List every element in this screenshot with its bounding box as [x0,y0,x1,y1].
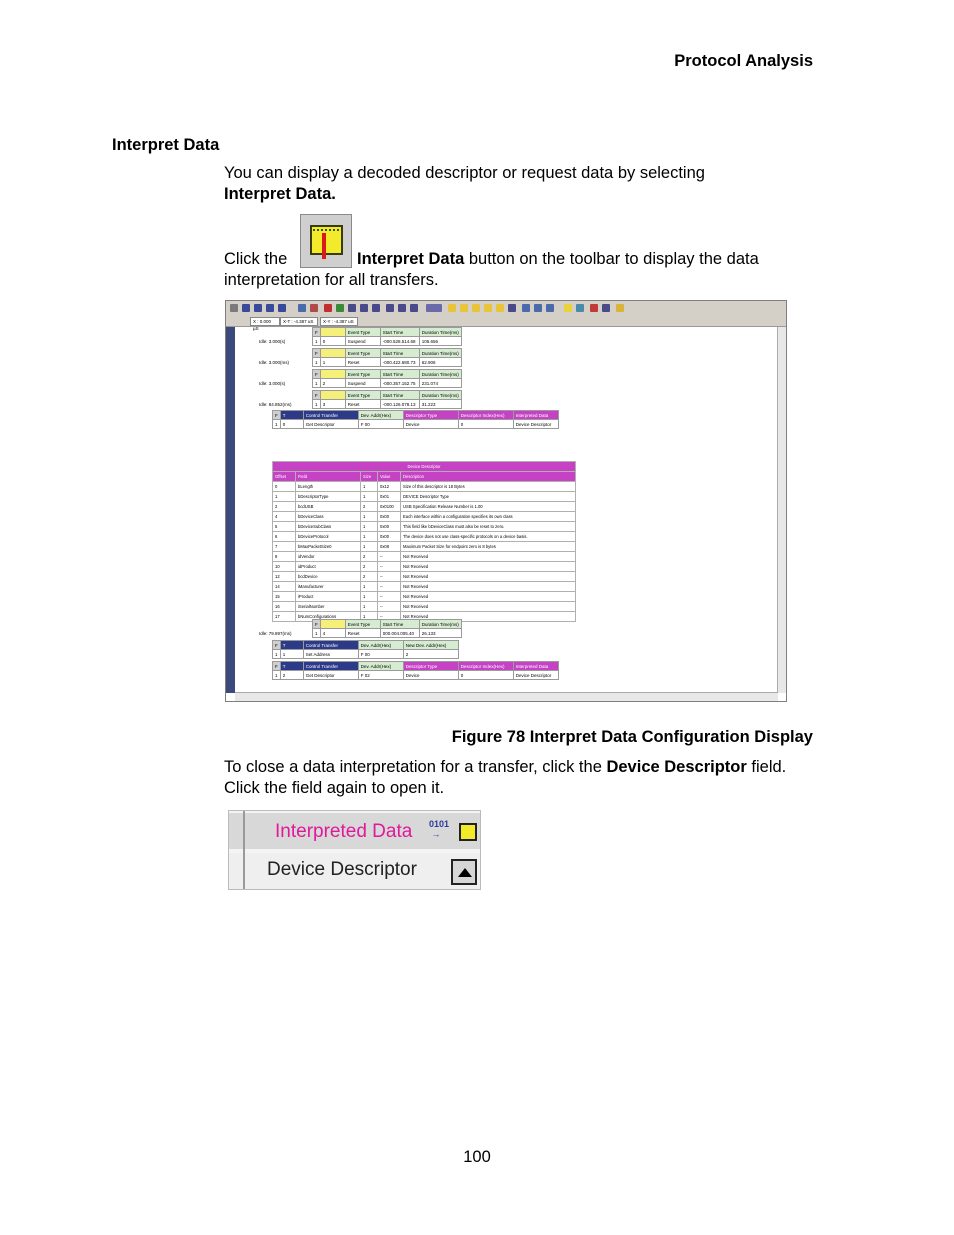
toolbar-button-icon [472,304,480,312]
toolbar-button-icon [266,304,274,312]
figure-caption: Figure 78 Interpret Data Configuration Display [451,728,813,746]
click-pre: Click the [224,250,288,268]
pkt-seq: 1 [320,358,345,367]
table-cell: 4 [273,512,296,522]
toolbar [226,301,786,317]
table-cell: 2 [361,502,378,512]
table-cell: -- [378,612,401,622]
table-cell: 1 [361,532,378,542]
close-line2: Click the field again to open it. [224,779,445,797]
table-cell: 1 [361,592,378,602]
pkt-f: 1 [313,379,321,388]
table-cell: 6 [273,532,296,542]
set-address-transfer [272,640,459,659]
table-row [273,502,576,512]
table-cell: Not Received [401,562,576,572]
table-cell: bcdDevice [296,572,361,582]
pkt-start: -000.528.514.68 [380,337,419,346]
toolbar-button-icon [242,304,250,312]
ctrl-addr [358,420,403,429]
transfer-icon-cell: T [280,662,303,671]
ctrl-p: F [360,421,364,427]
table-cell: 1 [361,612,378,622]
table-row [273,542,576,552]
interpret-data-icon [459,823,477,841]
col-interp: Interpreted Data [513,662,558,671]
col-desc-type: Descriptor Type [403,411,458,420]
pkt-dur: 62.906 [419,358,461,367]
control-transfer-title: Control Transfer [303,662,358,671]
ctrl-index: 0 [458,420,513,429]
gd-p: F [360,672,364,678]
toolbar-button-icon [460,304,468,312]
pkt-type: Suspend [345,337,380,346]
table-cell: 1 [273,492,296,502]
table-row [273,512,576,522]
gd-seq: 2 [280,671,303,680]
xy-readout: X-Y : -4.387 uS [320,317,358,326]
table-cell: bMaxPacketSize0 [296,542,361,552]
table-cell: iProduct [296,592,361,602]
sa-f: 1 [273,650,281,659]
toolbar-button-icon [336,304,344,312]
pkt-start: -000.357.152.75 [380,379,419,388]
table-cell: -- [378,582,401,592]
ctrl-type: Device [403,420,458,429]
col-start: Start Time [380,349,419,358]
device-descriptor-field[interactable]: Device Descriptor [513,671,558,680]
table-cell: bDescriptorType [296,492,361,502]
table-cell: 1 [361,482,378,492]
ctrl-seq: 0 [280,420,303,429]
collapse-arrow-button[interactable] [451,859,477,885]
device-descriptor-field[interactable]: Device Descriptor [513,420,558,429]
col-dev-addr: Dev. Addr(Hex) [358,662,403,671]
descriptor-col-header: Offset [273,472,296,482]
pkt-dur: 26.133 [419,629,461,638]
table-cell: 12 [273,572,296,582]
click-paragraph-line1 [224,249,287,270]
click-bold: Interpret Data [357,250,465,268]
click-paragraph-rest [357,249,759,270]
table-cell: 2 [361,572,378,582]
table-row [273,572,576,582]
toolbar-button-icon [496,304,504,312]
table-row [273,522,576,532]
table-cell: 0x08 [378,542,401,552]
toolbar-button-icon [348,304,356,312]
descriptor-col-header: Description [401,472,576,482]
pkt-f: 1 [313,400,321,409]
pkt-dur: 105.656 [419,337,461,346]
table-cell: bLength [296,482,361,492]
table-row [273,532,576,542]
table-cell: 5 [273,522,296,532]
col-dur: Duration Time(ms) [419,328,461,337]
click-paragraph-line2: interpretation for all transfers. [224,271,439,289]
sa-addr-val: 00 [364,651,370,657]
toolbar-button-icon [484,304,492,312]
event-icon-cell [320,349,345,358]
table-cell: idVendor [296,552,361,562]
x-cursor-readout: X : 0.000 µS [250,317,280,326]
table-cell: -- [378,572,401,582]
control-transfer-title: Control Transfer [303,641,358,650]
pkt-start: 000.004.005.40 [380,629,419,638]
table-cell: Size of this descriptor is 18 Bytes [401,482,576,492]
toolbar-button-icon [360,304,368,312]
gd-addr-val: 02 [364,672,370,678]
col-f: F [313,328,321,337]
toolbar-button-icon [254,304,262,312]
table-cell: idProduct [296,562,361,572]
col-event: Event Type [345,370,380,379]
ctrl-request: Get Descriptor [303,420,358,429]
col-interp: Interpreted Data [513,411,558,420]
transfer-icon-cell: T [280,641,303,650]
col-start: Start Time [380,391,419,400]
col-event: Event Type [345,349,380,358]
table-cell: Not Received [401,572,576,582]
device-descriptor-label[interactable]: Device Descriptor [267,859,417,880]
table-cell: 1 [361,542,378,552]
table-cell: 7 [273,542,296,552]
device-descriptor-table [272,461,576,622]
table-cell: 0x00 [378,522,401,532]
xt-readout: X-T : -4.387 uS [280,317,318,326]
toolbar-button-icon [398,304,406,312]
gd-addr [358,671,403,680]
event-icon-cell [320,391,345,400]
cursor-bar [226,316,786,331]
pkt-start: -000.126.078.13 [380,400,419,409]
pkt-seq: 2 [320,379,345,388]
intro-paragraph [224,163,705,205]
table-cell: Not Received [401,612,576,622]
table-cell: 14 [273,582,296,592]
event-icon-cell [320,370,345,379]
packet-row [312,327,462,346]
gd-request: Get Descriptor [303,671,358,680]
toolbar-button-icon [616,304,624,312]
toolbar-button-icon [410,304,418,312]
packet-after [312,619,462,638]
col-f: F [273,411,281,420]
table-cell: -- [378,592,401,602]
table-cell: 15 [273,592,296,602]
idle-label: Idle: 79.897(ms) [259,631,292,636]
table-cell: The device does not use class-specific protocols on a device basis. [401,532,576,542]
descriptor-title: Device Descriptor [273,462,576,472]
table-cell: 0x01 [378,492,401,502]
pkt-seq: 0 [320,337,345,346]
toolbar-button-icon [508,304,516,312]
table-cell: -- [378,562,401,572]
table-cell: -- [378,552,401,562]
interpreted-data-label: Interpreted Data [275,821,413,842]
toolbar-button-icon [324,304,332,312]
idle-label: Idle: 3.000(s) [259,381,286,386]
col-event: Event Type [345,328,380,337]
intro-bold: Interpret Data. [224,185,336,203]
pkt-seq: 3 [320,400,345,409]
table-cell: Not Received [401,582,576,592]
table-cell: 0x00 [378,532,401,542]
col-start: Start Time [380,328,419,337]
toolbar-button-icon [546,304,554,312]
packet-row [312,369,462,388]
project-settings-sidebar [226,327,235,693]
table-cell: Maximum Packet Size for endpoint zero is 8 bytes [401,542,576,552]
pkt-f: 1 [313,337,321,346]
click-post: button on the toolbar to display the data [468,250,759,268]
pkt-type: Reset [345,400,380,409]
table-cell: 0x12 [378,482,401,492]
binary-label: 0101 [429,819,450,829]
toolbar-button-icon [278,304,286,312]
table-cell: 2 [361,562,378,572]
gd-index: 0 [458,671,513,680]
interpret-data-icon-arrow [322,233,326,259]
table-cell: bDeviceProtocol [296,532,361,542]
col-dur: Duration Time(ms) [419,620,461,629]
get-descriptor-transfer-2 [272,661,559,680]
table-cell: iSerialNumber [296,602,361,612]
sa-p: F [360,651,364,657]
table-cell: 1 [361,602,378,612]
toolbar-button-icon [426,304,442,312]
vertical-scrollbar[interactable] [777,327,786,693]
pkt-type: Suspend [345,379,380,388]
pkt-start: -000.422.680.73 [380,358,419,367]
col-desc-index: Descriptor Index(Hex) [458,662,513,671]
table-cell: Not Received [401,552,576,562]
ctrl-addr-val: 00 [364,421,370,427]
interpret-data-icon-wave [313,229,339,235]
col-start: Start Time [380,370,419,379]
table-cell: Not Received [401,592,576,602]
table-cell: 0 [273,482,296,492]
close-pre: To close a data interpretation for a transfer, click the [224,758,602,776]
table-cell: 2 [273,502,296,512]
table-cell: 10 [273,562,296,572]
table-cell: 0x00 [378,512,401,522]
table-row [273,592,576,602]
toolbar-button-icon [298,304,306,312]
pkt-dur: 31.223 [419,400,461,409]
horizontal-scrollbar[interactable] [235,692,778,701]
zoom-separator [243,811,245,890]
pkt-f: 1 [313,358,321,367]
idle-label: Idle: 3.000(s) [259,339,286,344]
control-transfer-title: Control Transfer [303,411,358,420]
table-cell: Not Received [401,602,576,612]
descriptor-col-header: Field [296,472,361,482]
zoomed-interpreted-data-header [228,810,481,890]
event-icon-cell [320,328,345,337]
control-transfer-header [272,410,559,429]
gd-type: Device [403,671,458,680]
col-dur: Duration Time(ms) [419,391,461,400]
table-row [273,552,576,562]
toolbar-button-icon [448,304,456,312]
table-cell: bDeviceSubClass [296,522,361,532]
toolbar-button-icon [522,304,530,312]
table-cell: Each interface within a configuration specifies its own class [401,512,576,522]
col-new-addr: New Dev. Addr(Hex) [403,641,458,650]
table-cell: DEVICE Descriptor Type [401,492,576,502]
toolbar-button-icon [534,304,542,312]
event-icon-cell [320,620,345,629]
table-cell: 1 [361,492,378,502]
pkt-seq: 4 [320,629,345,638]
table-cell: bDeviceClass [296,512,361,522]
close-paragraph [224,757,786,799]
col-f: F [313,391,321,400]
gd-f: 1 [273,671,281,680]
sa-new: 2 [403,650,458,659]
table-row [273,582,576,592]
table-cell: bcdUSB [296,502,361,512]
ctrl-f: 1 [273,420,281,429]
idle-label: Idle: 84.852(ms) [259,402,292,407]
toolbar-button-icon [230,304,238,312]
sa-seq: 1 [280,650,303,659]
col-event: Event Type [345,391,380,400]
toolbar-button-icon [590,304,598,312]
table-cell: USB Specification Release Number is 1.00 [401,502,576,512]
transfer-icon-cell: T [280,411,303,420]
toolbar-button-icon [310,304,318,312]
col-f: F [273,641,281,650]
col-event: Event Type [345,620,380,629]
section-title: Interpret Data [112,136,220,154]
page-number: 100 [463,1148,491,1166]
table-cell: 1 [361,512,378,522]
toolbar-button-icon [564,304,572,312]
intro-text: You can display a decoded descriptor or request data by selecting [224,164,705,182]
table-cell: 0x0100 [378,502,401,512]
interpret-data-toolbar-icon [300,214,352,268]
pkt-f: 1 [313,629,321,638]
table-cell: 17 [273,612,296,622]
col-start: Start Time [380,620,419,629]
toolbar-button-icon [386,304,394,312]
col-f: F [313,349,321,358]
table-cell: 1 [361,522,378,532]
packet-row [312,348,462,367]
table-row [273,602,576,612]
idle-label: Idle: 3.000(ms) [259,360,290,365]
col-dur: Duration Time(ms) [419,349,461,358]
col-dur: Duration Time(ms) [419,370,461,379]
table-row [273,482,576,492]
table-row [273,492,576,502]
table-cell: This field like bDeviceClass must also be reset to zero. [401,522,576,532]
toolbar-button-icon [576,304,584,312]
col-f: F [313,620,321,629]
close-bold: Device Descriptor [606,758,747,776]
interpret-data-screenshot [225,300,787,702]
col-dev-addr: Dev. Addr(Hex) [358,641,403,650]
running-header: Protocol Analysis [674,52,813,70]
descriptor-col-header: Value [378,472,401,482]
pkt-type: Reset [345,629,380,638]
toolbar-button-icon [372,304,380,312]
table-cell: 8 [273,552,296,562]
table-cell: iManufacturer [296,582,361,592]
binary-arrow-icon: 0101 → [429,819,450,839]
table-cell: -- [378,602,401,612]
table-cell: bNumConfigurations [296,612,361,622]
descriptor-col-header: Size [361,472,378,482]
close-post: field. [751,758,787,776]
table-cell: 1 [361,582,378,592]
sa-request: Set Address [303,650,358,659]
col-desc-index: Descriptor Index(Hex) [458,411,513,420]
sa-addr [358,650,403,659]
col-f: F [313,370,321,379]
table-cell: 16 [273,602,296,612]
toolbar-button-icon [602,304,610,312]
col-desc-type: Descriptor Type [403,662,458,671]
pkt-type: Reset [345,358,380,367]
pkt-dur: 231.074 [419,379,461,388]
table-cell: 2 [361,552,378,562]
col-f: F [273,662,281,671]
packet-row [312,390,462,409]
col-dev-addr: Dev. Addr(Hex) [358,411,403,420]
table-row [273,562,576,572]
